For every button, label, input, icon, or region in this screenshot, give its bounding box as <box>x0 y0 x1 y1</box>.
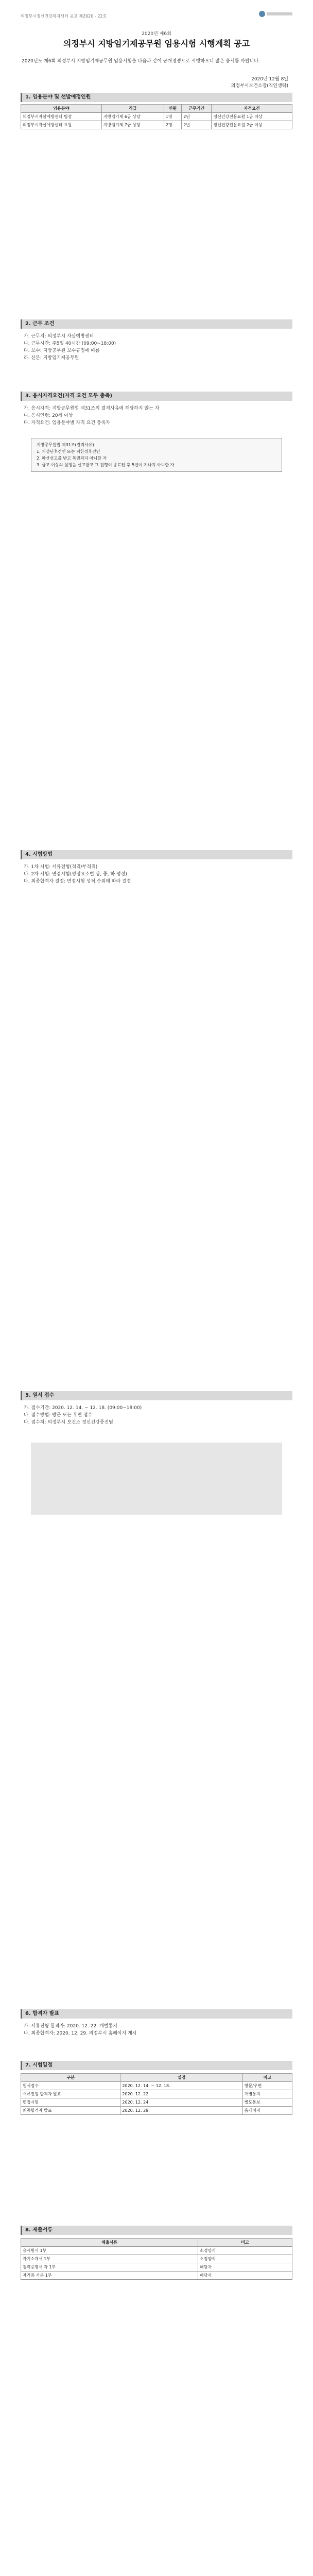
table-cell: 별도통보 <box>242 2098 292 2107</box>
eligibility-text: 가. 응시자격: 지방공무원법 제31조의 결격사유에 해당하지 않는 자 나. 응시연령: 20세 이상 다. 자격요건: 임용분야별 자격 요건 충족자 <box>24 406 160 426</box>
table-header: 비고 <box>242 2074 292 2082</box>
table-cell: 면접시험 <box>21 2098 120 2107</box>
page-title: 의정부시 지방임기제공무원 임용시험 시행계획 공고 <box>63 39 250 48</box>
table-cell: 자격증 사본 1부 <box>21 2272 198 2280</box>
table-header: 근무기간 <box>182 105 212 113</box>
table-cell: 경력증명서 각 1부 <box>21 2263 198 2272</box>
table-row <box>21 2090 292 2098</box>
location-map <box>31 1443 282 1515</box>
table-cell: 해당자 <box>198 2263 292 2272</box>
issuer: 의정부시보건소장(직인생략) <box>231 83 288 89</box>
table-cell: 응시원서 1부 <box>21 2247 198 2255</box>
issue-date: 2020년 12월 8일 <box>251 77 288 82</box>
table-row <box>21 2107 292 2115</box>
disqualification-box: 지방공무원법 제31조(결격사유) 1. 피성년후견인 또는 피한정후견인 2. 파산선고를 받고 복권되지 아니한 자 3. 금고 이상의 실형을 선고받고 그 집행이 종료된 후 5년이 지나지 아니한 자 <box>31 438 282 472</box>
section-8-title: 8. 제출서류 <box>21 2226 292 2235</box>
section-4-title: 4. 시험방법 <box>21 850 292 859</box>
table-cell: 원서접수 <box>21 2082 120 2090</box>
table-row <box>21 2082 292 2090</box>
table-cell: 2020. 12. 14. ~ 12. 18. <box>120 2082 242 2090</box>
table-header: 비고 <box>198 2239 292 2247</box>
table-cell: 최종합격자 발표 <box>21 2107 120 2115</box>
top-note: 의정부시정신건강복지센터 공고 제2020 - 22호 <box>21 14 107 19</box>
table-cell: 2년 <box>182 113 212 121</box>
table-cell: 2020. 12. 29. <box>120 2107 242 2115</box>
table-header: 직급 <box>101 105 164 113</box>
table-cell: 2년 <box>182 121 212 129</box>
section-2-title: 2. 근무 조건 <box>21 319 292 329</box>
section-1-title: 1. 임용분야 및 선발예정인원 <box>21 93 292 102</box>
table-header: 인원 <box>164 105 181 113</box>
section-7-title: 7. 시험일정 <box>21 2061 292 2070</box>
announcement-text: 가. 서류전형 합격자: 2020. 12. 22. 개별통지 나. 최종합격자: 2020. 12. 29. 의정부시 홈페이지 게시 <box>24 2024 137 2036</box>
table-cell: 1명 <box>164 113 181 121</box>
table-cell: 방문/우편 <box>242 2082 292 2090</box>
table-header: 자격요건 <box>212 105 292 113</box>
table-row <box>21 2263 292 2272</box>
table-cell: 정신건강전문요원 1급 이상 <box>212 113 292 121</box>
table-row <box>21 2272 292 2280</box>
section-6-title: 6. 합격자 발표 <box>21 2009 292 2019</box>
application-text: 가. 접수기간: 2020. 12. 14. ~ 12. 18. (09:00~18:00) 나. 접수방법: 방문 또는 우편 접수 다. 접수처: 의정부시 보건소 정신건강증진팀 <box>24 1405 142 1425</box>
table-row <box>21 113 292 121</box>
table-row <box>21 2098 292 2107</box>
table-cell: 소정양식 <box>198 2255 292 2263</box>
table-header: 구분 <box>21 2074 120 2082</box>
announce-label: 2020년 제6회 <box>142 31 171 37</box>
table-row <box>21 121 292 129</box>
table-cell: 자기소개서 1부 <box>21 2255 198 2263</box>
table-cell: 2명 <box>164 121 181 129</box>
table-cell: 지방임기제 6급 상당 <box>101 113 164 121</box>
schedule-table <box>21 2073 292 2115</box>
table-cell: 지방임기제 7급 상당 <box>101 121 164 129</box>
table-cell: 정신건강전문요원 2급 이상 <box>212 121 292 129</box>
table-header: 임용분야 <box>21 105 102 113</box>
documents-table <box>21 2238 292 2280</box>
table-cell: 의정부시자살예방센터 요원 <box>21 121 102 129</box>
conditions-text: 가. 근무지: 의정부시 자살예방센터 나. 근무시간: 주5일 40시간 (09:00~18:00) 다. 보수: 지방공무원 보수규정에 따름 라. 신분: 지방임기제공무원 <box>24 334 116 361</box>
issue-date-block <box>231 76 288 90</box>
table-cell: 해당자 <box>198 2272 292 2280</box>
table-cell: 소정양식 <box>198 2247 292 2255</box>
table-cell: 개별통지 <box>242 2090 292 2098</box>
table-cell: 2020. 12. 24. <box>120 2098 242 2107</box>
table-header: 일정 <box>120 2074 242 2082</box>
table-header: 제출서류 <box>21 2239 198 2247</box>
intro-text: 2020년도 제6회 의정부시 지방임기제공무원 임용시험을 다음과 같이 공개경쟁으로 시행하오니 많은 응시를 바랍니다. <box>22 59 260 64</box>
table-cell: 2020. 12. 22. <box>120 2090 242 2098</box>
section-5-title: 5. 원서 접수 <box>21 1391 292 1400</box>
table-row <box>21 2247 292 2255</box>
exam-method-text: 가. 1차 시험: 서류전형(적격/부적격) 나. 2차 시험: 면접시험(평정요소별 상, 중, 하 평정) 다. 최종합격자 결정: 면접시험 성적 순위에 따라 결정 <box>24 865 131 884</box>
table-cell: 서류전형 합격자 발표 <box>21 2090 120 2098</box>
table-row <box>21 2255 292 2263</box>
table-cell: 의정부시자살예방센터 팀장 <box>21 113 102 121</box>
recruitment-table <box>21 104 292 129</box>
table-cell: 홈페이지 <box>242 2107 292 2115</box>
section-3-title: 3. 응시자격요건(자격 요건 모두 충족) <box>21 392 292 401</box>
city-logo-icon <box>257 9 294 19</box>
